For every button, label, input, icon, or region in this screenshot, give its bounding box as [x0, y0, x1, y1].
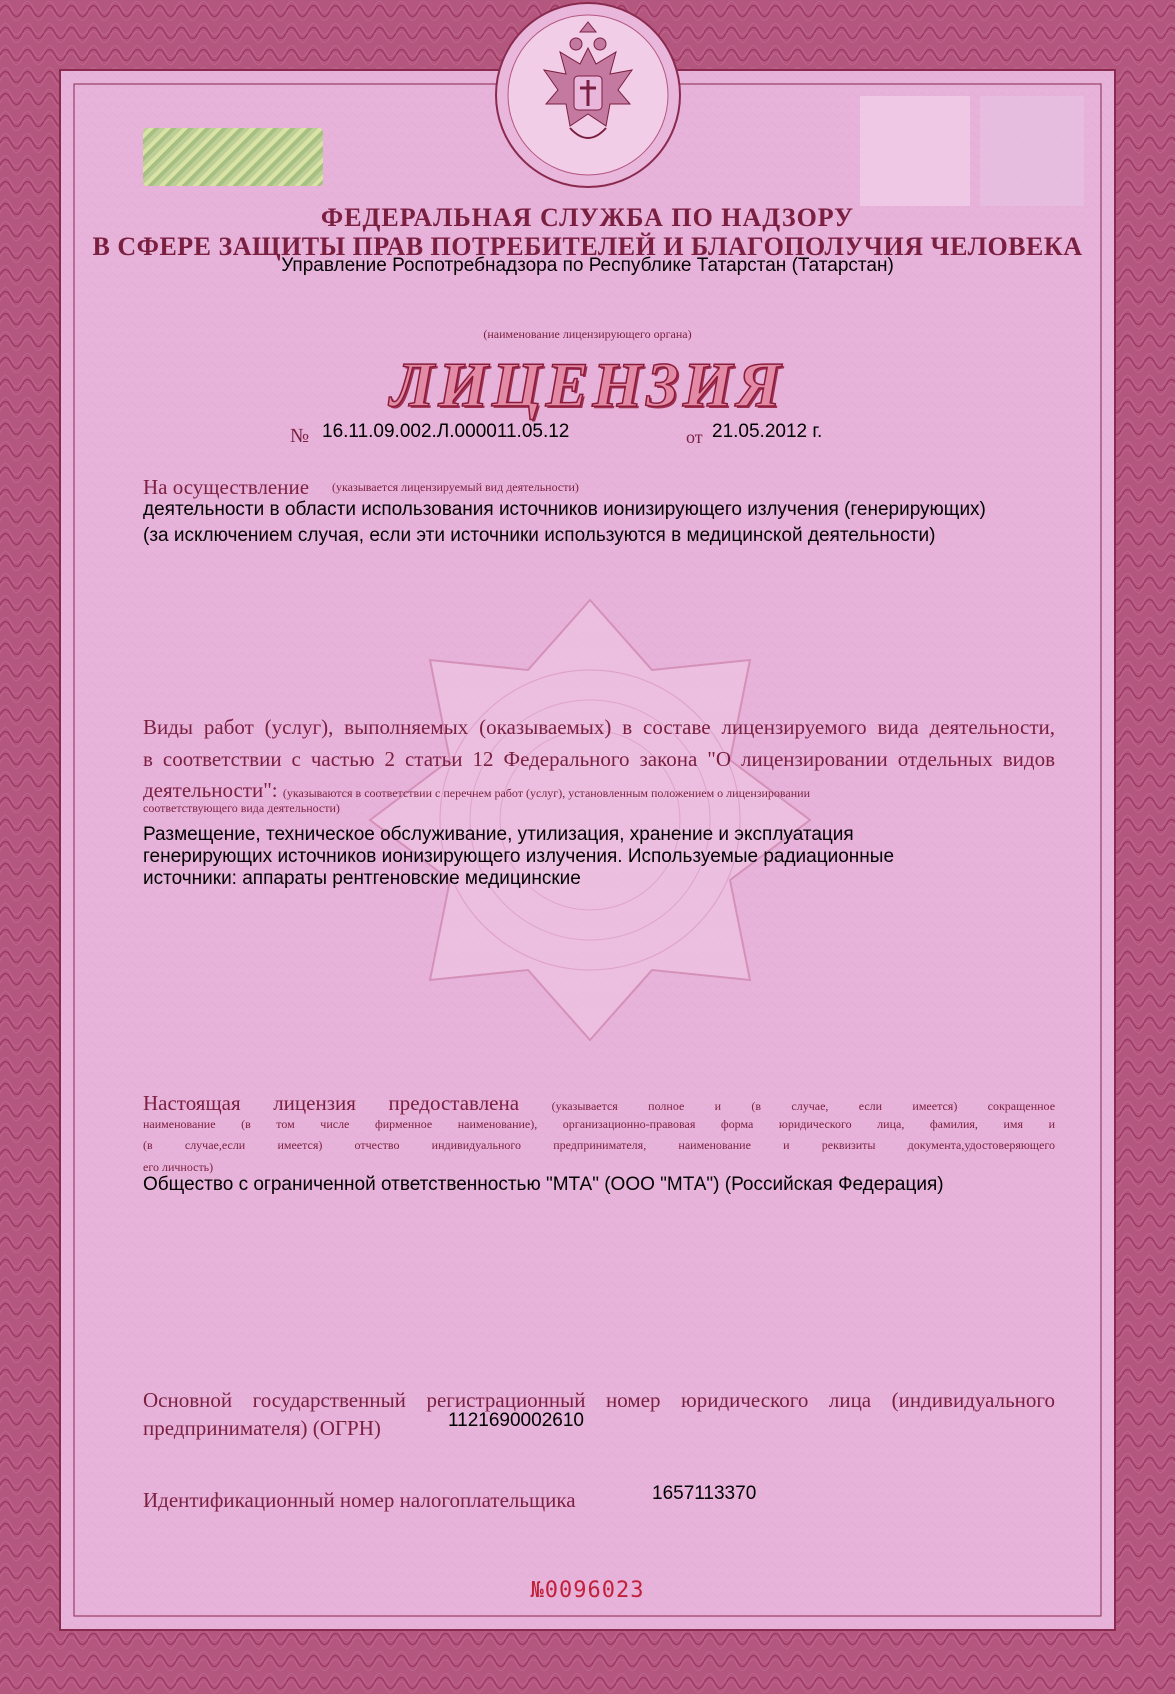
stamp-area: [860, 96, 970, 206]
works-text-line3-main: деятельности":: [143, 778, 278, 802]
activity-label: На осуществление: [143, 475, 310, 499]
works-value: [143, 824, 993, 890]
stamp-area: [980, 96, 1084, 206]
document-title: ЛИЦЕНЗИЯ: [390, 349, 785, 420]
works-hint-line2: соответствующего вида деятельности): [143, 801, 340, 815]
ogrn-label-line1: Основной государственный регистрационный номер юридического лица (индивидуального: [143, 1388, 1055, 1412]
double-headed-eagle-emblem-icon: [500, 8, 676, 184]
ogrn-label-line2: предпринимателя) (ОГРН): [143, 1416, 381, 1440]
license-date-label: от: [686, 427, 703, 447]
licensee-hint2: наименование (в том числе фирменное наименование), организационно-правовая форма юридического лица, фамилия, имя и: [143, 1117, 1055, 1131]
activity-value-line1: деятельности в области использования источников ионизирующего излучения (генерирующих): [143, 499, 986, 520]
activity-value-line2: (за исключением случая, если эти источники используются в медицинской деятельности): [143, 525, 936, 546]
licensee-label: Настоящая лицензия предоставлена: [143, 1091, 520, 1115]
works-value-line1: Размещение, техническое обслуживание, утилизация, хранение и эксплуатация: [143, 824, 854, 845]
ogrn-value: 1121690002610: [448, 1410, 584, 1431]
inn-value: 1657113370: [652, 1483, 757, 1504]
activity-hint: (указывается лицензируемый вид деятельности): [332, 480, 579, 494]
works-text-line1: Виды работ (услуг), выполняемых (оказываемых) в составе лицензируемого вида деятельности,: [143, 715, 1055, 739]
license-number-label: №: [290, 425, 310, 447]
agency-name-line2: В СФЕРЕ ЗАЩИТЫ ПРАВ ПОТРЕБИТЕЛЕЙ И БЛАГОПОЛУЧИЯ ЧЕЛОВЕКА: [92, 232, 1083, 261]
license-date: 21.05.2012 г.: [712, 421, 823, 442]
works-hint: (указываются в соответствии с перечнем работ (услуг), установленным положением о лицензировании: [282, 786, 811, 800]
licensee-hint4: его личность): [143, 1160, 214, 1174]
licensee-value: Общество с ограниченной ответственностью "МТА" (ООО "МТА") (Российская Федерация): [143, 1174, 944, 1195]
inn-label: Идентификационный номер налогоплательщика: [143, 1488, 576, 1512]
activity-value: [143, 497, 1093, 549]
licensee-hint1: (указывается полное и (в случае, если имеется) сокращенное: [551, 1099, 1056, 1113]
works-value-line2: генерирующих источников ионизирующего излучения. Используемые радиационные: [143, 846, 895, 867]
works-value-line3: источники: аппараты рентгеновские медицинские: [143, 868, 581, 889]
works-text-line2: в соответствии с частью 2 статьи 12 Федерального закона "О лицензировании отдельных видов: [143, 747, 1055, 771]
hologram-sticker-icon: [143, 128, 323, 186]
agency-name-line1: ФЕДЕРАЛЬНАЯ СЛУЖБА ПО НАДЗОРУ: [320, 203, 855, 232]
form-serial-number: №0096023: [530, 1578, 645, 1603]
licensing-authority: Управление Роспотребнадзора по Республике Татарстан (Татарстан): [281, 255, 894, 276]
licensee-hint3: (в случае,если имеется) отчество индивидуального предпринимателя, наименование и реквизиты документа,удостоверяющего: [143, 1138, 1055, 1152]
license-number: 16.11.09.002.Л.000011.05.12: [322, 421, 570, 442]
authority-caption: (наименование лицензирующего органа): [483, 327, 692, 341]
